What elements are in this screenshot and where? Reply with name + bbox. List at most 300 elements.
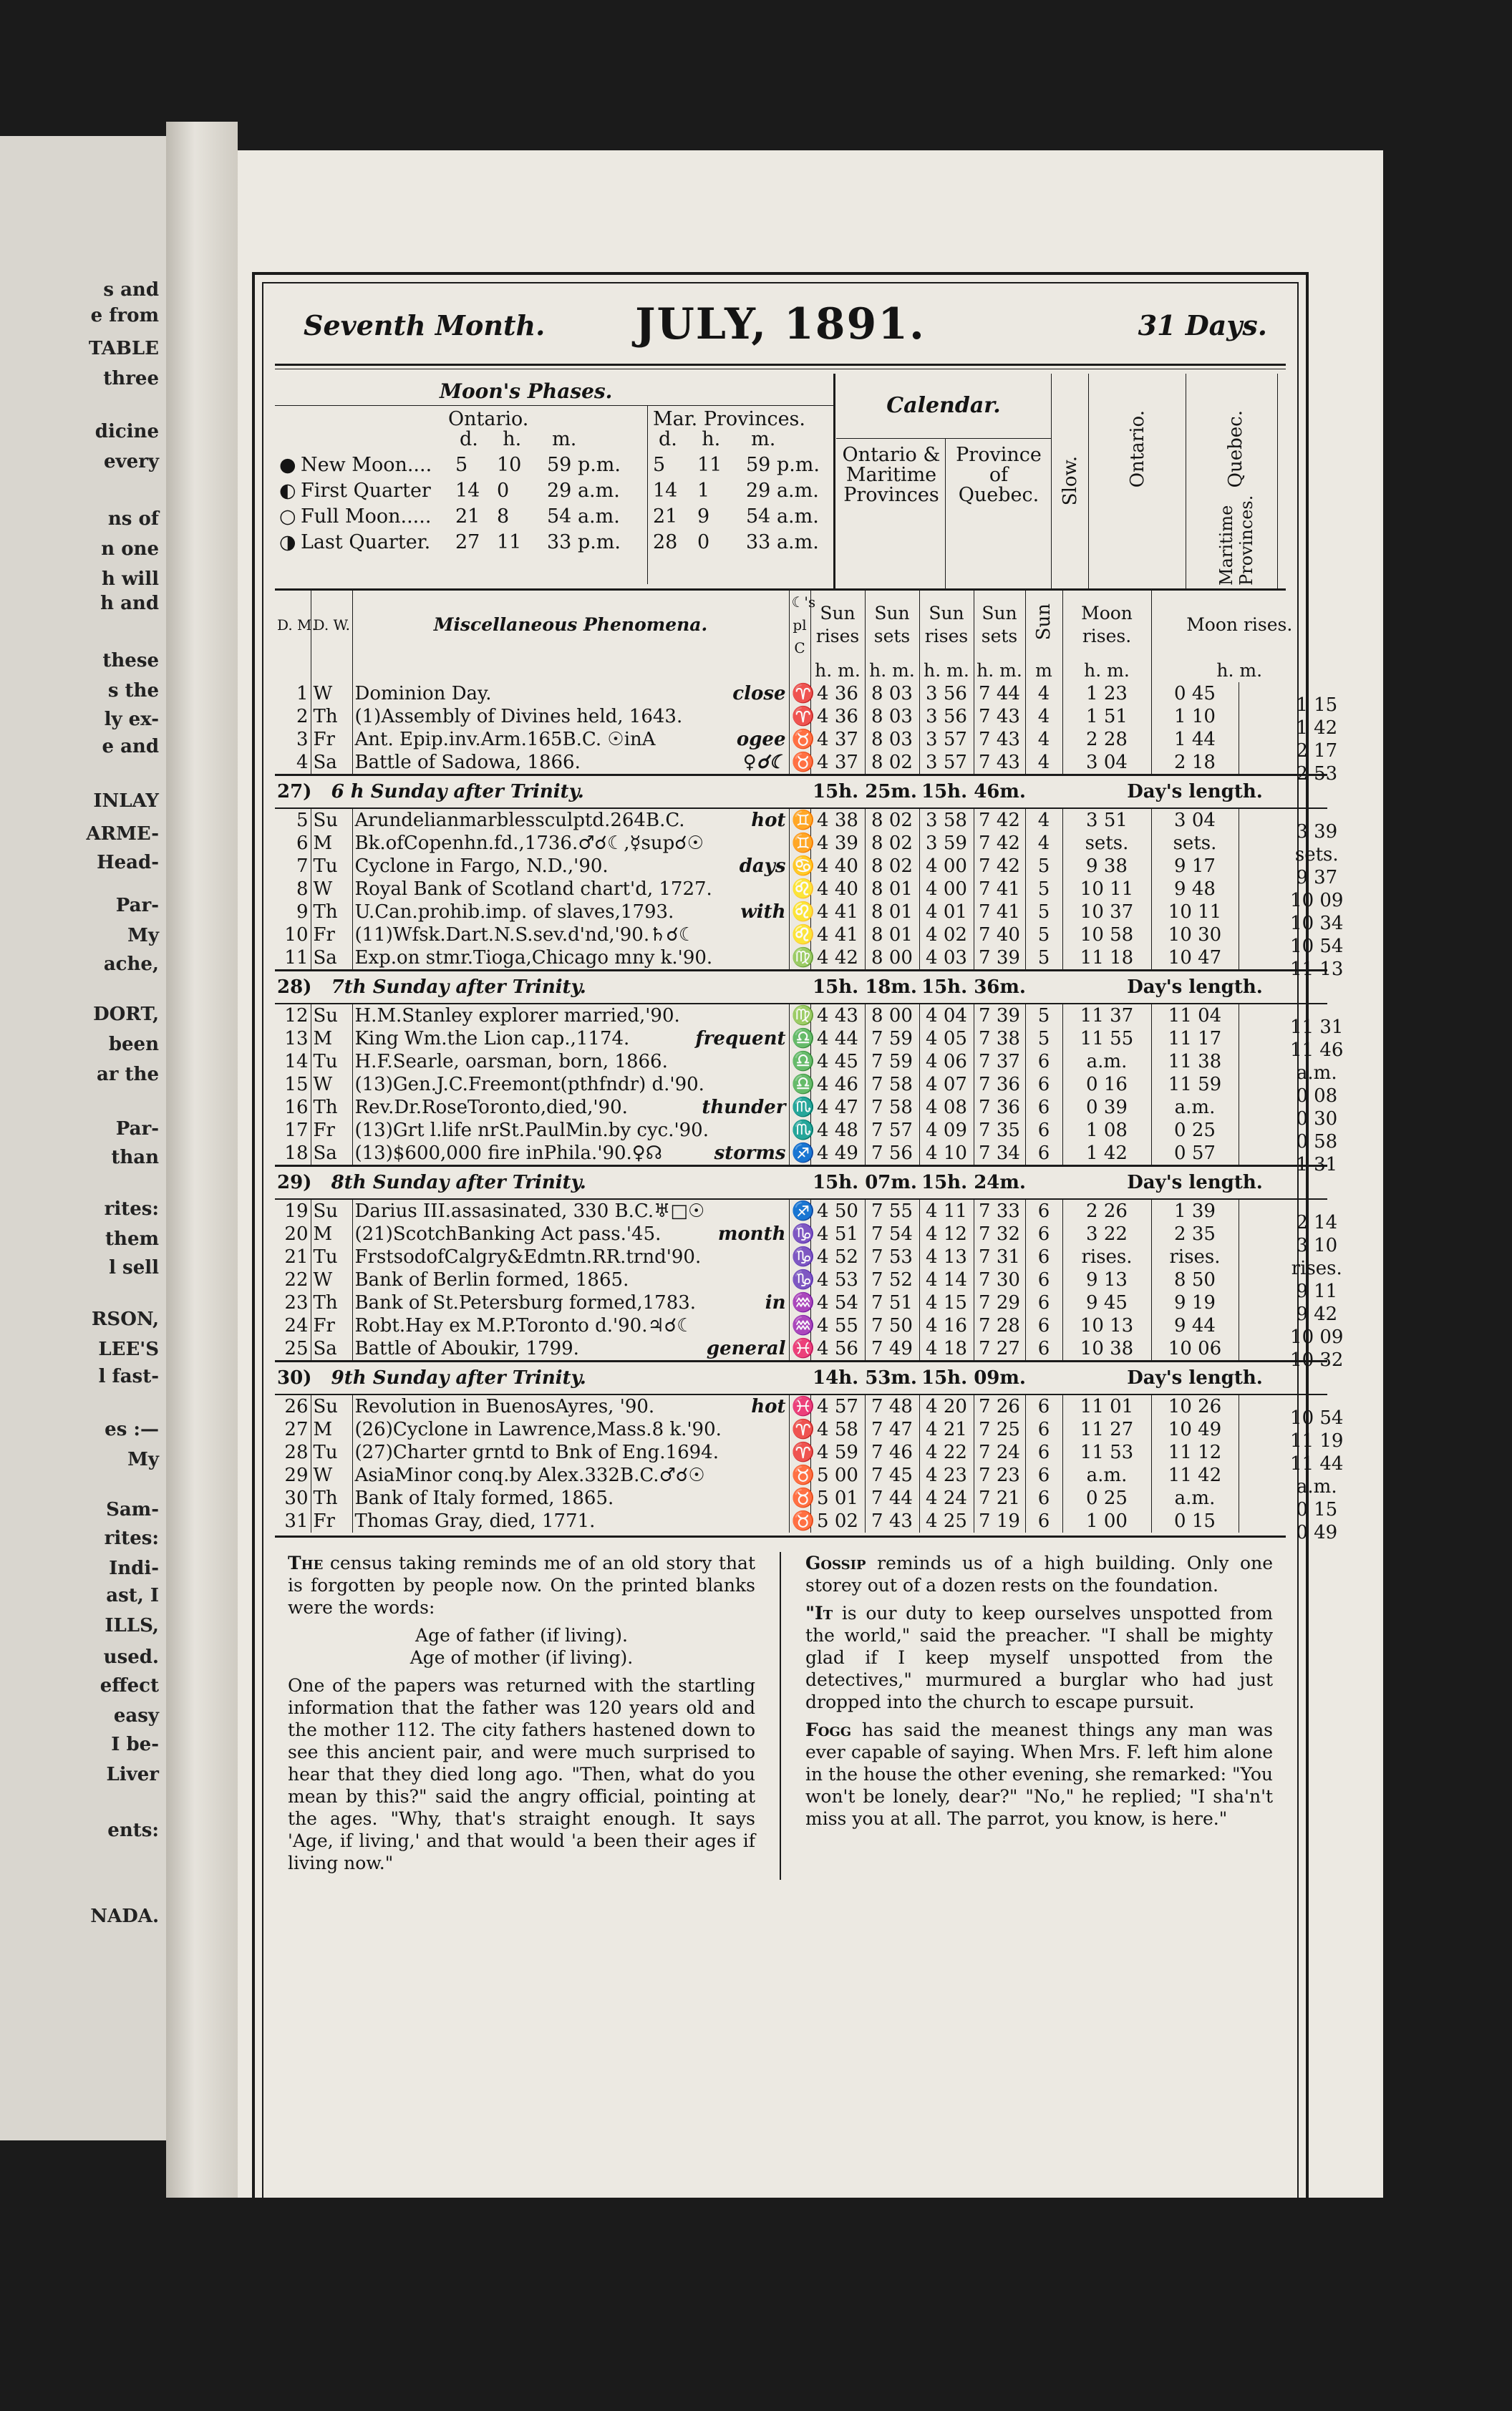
event-text: (27)Charter grntd to Bnk of Eng.1694. [354, 1442, 719, 1463]
maritime-col-label: Maritime Provinces. [1216, 495, 1256, 586]
day-of-week: Sa [311, 751, 352, 775]
sunrise-ontario: 4 43 [810, 1004, 865, 1027]
moonrise-maritime: 2 17 [1296, 740, 1338, 762]
sunrise-quebec: 4 09 [919, 1119, 974, 1142]
sun-slow: 5 [1025, 946, 1062, 971]
sunrise-quebec: 3 57 [919, 751, 974, 775]
moon-sign: ♐ [789, 1199, 810, 1223]
day-of-month: 22 [275, 1268, 311, 1291]
sun-slow: 6 [1025, 1119, 1062, 1142]
moon-sign: ♉ [789, 751, 810, 775]
moonrise-ontario: 11 18 [1062, 946, 1151, 971]
moonrise-quebec: 11 12 [1151, 1441, 1239, 1464]
left-page-text: TABLE [88, 338, 159, 359]
sunrise-ontario: 4 41 [810, 901, 865, 923]
sunrise-ontario: 4 57 [810, 1394, 865, 1418]
moonrise-ontario: 1 08 [1062, 1119, 1151, 1142]
sunset-quebec: 7 24 [974, 1441, 1025, 1464]
calendar-day-row [275, 1487, 1327, 1510]
sunrise-quebec: 3 59 [919, 832, 974, 855]
left-page-text: NADA. [90, 1906, 159, 1927]
sunrise-ontario: 4 37 [810, 728, 865, 751]
moon-sign: ♈ [789, 682, 810, 705]
anecdote-left [288, 1552, 755, 1880]
sunset-quebec: 7 37 [974, 1050, 1025, 1073]
sunset-quebec: 7 21 [974, 1487, 1025, 1510]
sunset-ontario: 7 56 [865, 1142, 919, 1166]
moonrise-ontario: 2 28 [1062, 728, 1151, 751]
phase-ont-day: 21 [455, 505, 480, 528]
weather-word: hot [751, 1396, 786, 1417]
sunset-ontario: 7 47 [865, 1418, 919, 1441]
sunset-ontario: 8 03 [865, 705, 919, 728]
day-length-label: Day's length. [1062, 1166, 1327, 1200]
unit-label: h. m. [865, 659, 919, 682]
moonrise-quebec: 10 47 [1151, 946, 1239, 971]
moonrise-maritime: 11 44 [1290, 1453, 1344, 1475]
left-page-text: n one [101, 538, 159, 560]
section-title: 8th Sunday after Trinity. [331, 1172, 586, 1193]
dw-header: D. W. [311, 591, 352, 659]
sunset-quebec: 7 36 [974, 1096, 1025, 1119]
calendar-day-row [275, 751, 1327, 775]
phase-ont-day: 5 [455, 454, 468, 476]
event-text: FrstsodofCalgry&Edmtn.RR.trnd'90. [354, 1246, 702, 1268]
sunrise-quebec: 4 02 [919, 923, 974, 946]
phase-ont-min: 33 p.m. [547, 531, 621, 553]
sunset-quebec: 7 41 [974, 878, 1025, 901]
anecdote-text: reminds us of a high building. Only one storey out of a dozen rests on the foundation. [805, 1553, 1273, 1596]
sunset-ontario: 7 53 [865, 1246, 919, 1268]
sun-slow: 5 [1025, 923, 1062, 946]
sunset-quebec: 7 43 [974, 705, 1025, 728]
moonrise-ontario: 9 13 [1062, 1268, 1151, 1291]
moonrise-maritime: 10 34 [1290, 913, 1344, 934]
left-page-text: ar the [96, 1064, 159, 1085]
anecdote-lead: "It [805, 1603, 833, 1624]
day-of-week: Fr [311, 728, 352, 751]
moon-sign: ♌ [789, 878, 810, 901]
sunset-ontario: 7 49 [865, 1337, 919, 1362]
sunset-ontario: 7 45 [865, 1464, 919, 1487]
moon-sign: ♓ [789, 1394, 810, 1418]
day-length-quebec: 15h. 24m. [919, 1166, 1025, 1200]
sunrise-quebec: 4 13 [919, 1246, 974, 1268]
sunrise-ontario: 4 46 [810, 1073, 865, 1096]
moonrise-quebec: 10 06 [1151, 1337, 1239, 1362]
calendar-day-row [275, 923, 1327, 946]
sunrise-ontario: 4 36 [810, 705, 865, 728]
moon-sign: ♒ [789, 1291, 810, 1314]
sunset-ontario: 7 52 [865, 1268, 919, 1291]
event-text: AsiaMinor conq.by Alex.332B.C.♂☌☉ [354, 1465, 705, 1486]
calendar-day-row [275, 1246, 1327, 1268]
event-text: Bank of Berlin formed, 1865. [354, 1269, 629, 1291]
sun-slow: 6 [1025, 1394, 1062, 1418]
sunset-ontario: 7 59 [865, 1027, 919, 1050]
event-text: Revolution in BuenosAyres, '90. [354, 1396, 655, 1417]
anecdote-text: census taking reminds me of an old story that is forgotten by people now. On the printed blanks were the words: [288, 1553, 755, 1618]
moonrise-ontario: 11 01 [1062, 1394, 1151, 1418]
left-page-text: l fast- [98, 1366, 159, 1387]
sunset-quebec: 7 35 [974, 1119, 1025, 1142]
sunrise-ontario: 4 48 [810, 1119, 865, 1142]
day-length-label: Day's length. [1062, 971, 1327, 1004]
slow-label: Slow. [1060, 456, 1081, 506]
moonrise-maritime: 10 54 [1290, 936, 1344, 957]
left-page-text: Indi- [109, 1558, 159, 1579]
calendar-day-row [275, 946, 1327, 971]
left-page-text: rites: [104, 1198, 159, 1220]
day-of-month: 9 [275, 901, 311, 923]
quebec-col-label: Quebec. [1225, 409, 1246, 488]
moon-sign: ♈ [789, 1441, 810, 1464]
moon-sign: ♍ [789, 946, 810, 971]
moonrise-quebec: 9 48 [1151, 878, 1239, 901]
moonrise-ontario: 10 13 [1062, 1314, 1151, 1337]
event-text: Bank of St.Petersburg formed,1783. [354, 1292, 697, 1314]
day-of-week: Fr [311, 923, 352, 946]
event-text: Robt.Hay ex M.P.Toronto d.'90.♃☌☾ [354, 1315, 694, 1337]
sun-slow: 4 [1025, 832, 1062, 855]
left-page-text: ast, I [106, 1585, 159, 1606]
day-of-week: Sa [311, 1142, 352, 1166]
day-of-week: M [311, 1418, 352, 1441]
phase-mar-min: 59 p.m. [746, 454, 820, 476]
moon-sign: ♏ [789, 1119, 810, 1142]
sun-slow: 6 [1025, 1223, 1062, 1246]
sun-slow: 6 [1025, 1142, 1062, 1166]
sunrise-ontario: 4 53 [810, 1268, 865, 1291]
left-page-text: Par- [115, 895, 159, 916]
moon-phase-icon: ◐ [279, 480, 296, 502]
event-text: (13)Gen.J.C.Freemont(pthfndr) d.'90. [354, 1074, 704, 1095]
calendar-day-row [275, 1291, 1327, 1314]
calendar-day-row [275, 1314, 1327, 1337]
left-page-text: l sell [109, 1257, 159, 1279]
sunset-ontario: 8 02 [865, 832, 919, 855]
anecdote-text: One of the papers was returned with the startling information that the father was 120 years old and the mother 112. The city fathers hastened down to see this ancient pair, and were much surprised to hear that they died long ago. "Then, what do you mean by this?" said the angry official, pointing at the ages. "Why, that's straight enough. It says 'Age, if living,' and that would 'a been their ages if living now." [288, 1675, 755, 1873]
sunrise-quebec: 3 57 [919, 728, 974, 751]
day-of-month: 27 [275, 1418, 311, 1441]
day-of-month: 29 [275, 1464, 311, 1487]
sunset-ontario: 7 51 [865, 1291, 919, 1314]
event-text: Ant. Epip.inv.Arm.165B.C. ☉inA [354, 729, 656, 750]
moonrise-quebec: 0 45 [1151, 682, 1239, 705]
day-length-ontario: 15h. 07m. [810, 1166, 919, 1200]
sunset-quebec: 7 27 [974, 1337, 1025, 1362]
calendar-day-row [275, 1441, 1327, 1464]
moonrise-ontario: 0 25 [1062, 1487, 1151, 1510]
weather-word: month [717, 1223, 786, 1245]
moonrise-maritime: 9 37 [1296, 867, 1338, 888]
day-of-week: Th [311, 1291, 352, 1314]
sunrise-ontario: 5 02 [810, 1510, 865, 1533]
moon-sign: ♊ [789, 808, 810, 832]
moonrise-quebec: 10 30 [1151, 923, 1239, 946]
sunset-ontario: 7 50 [865, 1314, 919, 1337]
left-page-text: effect [100, 1675, 159, 1697]
sunset-quebec: 7 43 [974, 728, 1025, 751]
left-page-text: h and [100, 593, 159, 614]
moonrise-maritime: 0 15 [1296, 1499, 1338, 1520]
sunrise-quebec: 4 03 [919, 946, 974, 971]
ontario-maritime-label: Ontario & Maritime Provinces [842, 444, 941, 506]
moon-sign: ♌ [789, 901, 810, 923]
anecdote-text: has said the meanest things any man was ever capable of saying. When Mrs. F. left him alone in the house the other evening, she remarked: "You won't be lonely, dear?" "No," he replied; "I sha'n't miss you at all. The parrot, you know, is here." [805, 1719, 1273, 1829]
sunrise-quebec: 3 58 [919, 808, 974, 832]
weather-word: days [739, 855, 786, 877]
day-of-week: Sa [311, 1337, 352, 1362]
day-of-week: Th [311, 1487, 352, 1510]
ontario-label: Ontario. [448, 408, 529, 430]
left-page-text: dicine [94, 421, 159, 442]
phase-mar-hour: 1 [697, 480, 710, 502]
phenomena-header: Miscellaneous Phenomena. [433, 614, 708, 635]
sunset-ontario: 8 02 [865, 855, 919, 878]
phase-name: New Moon.... [301, 454, 432, 476]
moonrise-ontario: 3 04 [1062, 751, 1151, 775]
sunrise-quebec: 4 00 [919, 855, 974, 878]
event-text: H.F.Searle, oarsman, born, 1866. [354, 1051, 668, 1072]
sun-slow: 4 [1025, 705, 1062, 728]
moonrise-maritime: 1 31 [1296, 1154, 1338, 1175]
sunset-quebec: 7 40 [974, 923, 1025, 946]
day-of-month: 18 [275, 1142, 311, 1166]
sun-slow: 4 [1025, 682, 1062, 705]
phase-ont-hour: 10 [497, 454, 522, 476]
sun-slow: 6 [1025, 1314, 1062, 1337]
calendar-day-row [275, 1142, 1327, 1166]
sunset-quebec: 7 32 [974, 1223, 1025, 1246]
day-of-week: W [311, 682, 352, 705]
column-header-row [275, 591, 1327, 659]
sunset-quebec: 7 44 [974, 682, 1025, 705]
moonrise-ontario: 3 51 [1062, 808, 1151, 832]
day-of-month: 26 [275, 1394, 311, 1418]
moonrise-maritime: 9 11 [1296, 1281, 1338, 1302]
calendar-day-row [275, 705, 1327, 728]
sunrise-ontario: 4 40 [810, 878, 865, 901]
sunrise-quebec: 4 14 [919, 1268, 974, 1291]
title-rule [275, 364, 1286, 369]
weather-word: storms [714, 1143, 786, 1164]
sunrise-quebec: 4 25 [919, 1510, 974, 1533]
sun-slow: 5 [1025, 1027, 1062, 1050]
sunset-quebec: 7 28 [974, 1314, 1025, 1337]
phase-mar-min: 29 a.m. [746, 480, 819, 502]
sunset-quebec: 7 38 [974, 1027, 1025, 1050]
moonrise-quebec: 11 04 [1151, 1004, 1239, 1027]
phase-ont-min: 54 a.m. [547, 505, 620, 528]
sunrise-ontario: 5 00 [810, 1464, 865, 1487]
event-text: King Wm.the Lion cap.,1174. [354, 1028, 630, 1049]
sunset-ontario: 7 43 [865, 1510, 919, 1533]
sunrise-ontario: 4 52 [810, 1246, 865, 1268]
sunrise-quebec: 4 20 [919, 1394, 974, 1418]
left-page-text: these [102, 650, 159, 671]
phase-mar-hour: 0 [697, 531, 710, 553]
moonrise-maritime: 10 09 [1290, 890, 1344, 911]
sun-rises-header-1: Sun rises [810, 591, 865, 659]
moonrise-maritime: a.m. [1296, 1062, 1337, 1084]
day-of-week: Fr [311, 1119, 352, 1142]
moonrise-ontario: 0 39 [1062, 1096, 1151, 1119]
sunset-ontario: 8 02 [865, 751, 919, 775]
day-of-month: 24 [275, 1314, 311, 1337]
sun-slow: 6 [1025, 1199, 1062, 1223]
day-of-week: M [311, 1027, 352, 1050]
moonrise-quebec: a.m. [1151, 1096, 1239, 1119]
sunset-quebec: 7 42 [974, 808, 1025, 832]
day-length-quebec: 15h. 09m. [919, 1362, 1025, 1395]
event-text: (26)Cyclone in Lawrence,Mass.8 k.'90. [354, 1419, 722, 1440]
sun-slow: 4 [1025, 728, 1062, 751]
moonrise-quebec: 9 19 [1151, 1291, 1239, 1314]
day-length-quebec: 15h. 46m. [919, 775, 1025, 809]
unit-label: h. m. [810, 659, 865, 682]
sunrise-ontario: 4 59 [810, 1441, 865, 1464]
sunset-ontario: 7 48 [865, 1394, 919, 1418]
book-gutter [166, 122, 238, 2198]
left-page-text: My [127, 925, 159, 946]
calendar-day-row [275, 1510, 1327, 1533]
left-page-text: DORT, [93, 1004, 159, 1025]
moon-phases-block [275, 374, 1286, 591]
left-page-text: I be- [111, 1734, 159, 1755]
sun-slow: 6 [1025, 1418, 1062, 1441]
day-of-month: 12 [275, 1004, 311, 1027]
sunset-quebec: 7 31 [974, 1246, 1025, 1268]
calendar-day-row [275, 1464, 1327, 1487]
event-text: (1)Assembly of Divines held, 1643. [354, 706, 683, 727]
moon-sign: ♋ [789, 855, 810, 878]
sunset-quebec: 7 36 [974, 1073, 1025, 1096]
moonrise-ontario: 3 22 [1062, 1223, 1151, 1246]
sunrise-quebec: 4 18 [919, 1337, 974, 1362]
left-page-text: been [108, 1034, 159, 1055]
day-of-week: M [311, 1223, 352, 1246]
sunrise-quebec: 4 22 [919, 1441, 974, 1464]
section-number: 28) [277, 976, 312, 998]
left-page-text: ILLS, [105, 1615, 159, 1636]
moonrise-maritime: 10 54 [1290, 1407, 1344, 1429]
phase-ont-min: 29 a.m. [547, 480, 620, 502]
phase-name: Full Moon..... [301, 505, 432, 528]
sunrise-quebec: 3 56 [919, 705, 974, 728]
event-text: Bk.ofCopenhn.fd.,1736.♂☌☾,☿sup☌☉ [354, 833, 704, 854]
sunset-quebec: 7 25 [974, 1418, 1025, 1441]
day-of-month: 1 [275, 682, 311, 705]
sunday-section-row [275, 1362, 1327, 1395]
event-text: Royal Bank of Scotland chart'd, 1727. [354, 878, 712, 900]
day-of-week: Th [311, 1096, 352, 1119]
sunset-quebec: 7 39 [974, 1004, 1025, 1027]
moonrise-maritime: 3 39 [1296, 821, 1338, 843]
left-page-text: ns of [107, 508, 159, 530]
moonrise-maritime: 1 42 [1296, 717, 1338, 739]
phase-mar-day: 14 [653, 480, 678, 502]
sun-sets-header-2: Sun sets [974, 591, 1025, 659]
weather-word: ♀☌☾ [742, 752, 786, 773]
dm-header: D. M. [275, 591, 311, 659]
moon-sign: ♒ [789, 1314, 810, 1337]
left-page-text: three [103, 368, 159, 389]
day-length-ontario: 15h. 18m. [810, 971, 919, 1004]
calendar-day-row [275, 1027, 1327, 1050]
calendar-day-row [275, 1096, 1327, 1119]
left-page-text: s and [103, 279, 159, 301]
sunset-ontario: 7 46 [865, 1441, 919, 1464]
sunrise-quebec: 4 01 [919, 901, 974, 923]
left-page-text: e and [102, 736, 159, 757]
day-of-month: 3 [275, 728, 311, 751]
sunset-ontario: 7 44 [865, 1487, 919, 1510]
left-page-text: Sam- [106, 1499, 159, 1520]
sun-slow: 6 [1025, 1337, 1062, 1362]
left-page-text: Liver [106, 1764, 159, 1785]
calendar-day-row [275, 1337, 1327, 1362]
event-text: Exp.on stmr.Tioga,Chicago mny k.'90. [354, 947, 713, 969]
weather-word: in [765, 1292, 786, 1314]
weather-word: frequent [695, 1028, 786, 1049]
anecdotes [275, 1538, 1286, 1880]
moonrise-quebec: 1 10 [1151, 705, 1239, 728]
anecdote-lead: Gossip [805, 1553, 866, 1573]
sunrise-quebec: 4 04 [919, 1004, 974, 1027]
event-text: Thomas Gray, died, 1771. [354, 1510, 596, 1532]
day-of-week: Su [311, 1199, 352, 1223]
sun-slow: 6 [1025, 1487, 1062, 1510]
left-page-text: es :— [105, 1419, 159, 1440]
sunrise-ontario: 4 40 [810, 855, 865, 878]
moonrise-maritime: 0 58 [1296, 1131, 1338, 1153]
moonrise-ontario: a.m. [1062, 1050, 1151, 1073]
sunrise-ontario: 4 38 [810, 808, 865, 832]
moonrise-quebec: 11 38 [1151, 1050, 1239, 1073]
anecdote-right [805, 1552, 1273, 1880]
calendar-day-row [275, 682, 1327, 705]
event-text: Rev.Dr.RoseToronto,died,'90. [354, 1097, 628, 1118]
moon-phase-icon: ○ [279, 505, 296, 528]
phase-mar-day: 5 [653, 454, 666, 476]
phase-mar-day: 21 [653, 505, 678, 528]
sunset-ontario: 7 54 [865, 1223, 919, 1246]
anecdote-text: is our duty to keep ourselves unspotted from the world," said the preacher. "I shall be mighty glad if I keep myself unspotted from the detectives," murmured a burglar who had just dropped into the church to escape pursuit. [805, 1603, 1273, 1712]
sunset-quebec: 7 41 [974, 901, 1025, 923]
day-of-month: 10 [275, 923, 311, 946]
weather-word: thunder [702, 1097, 786, 1118]
anecdote-lead: Fogg [805, 1719, 852, 1740]
sunset-ontario: 8 02 [865, 808, 919, 832]
day-of-month: 2 [275, 705, 311, 728]
moonrise-quebec: 9 44 [1151, 1314, 1239, 1337]
left-page-text: LEE'S [98, 1339, 159, 1360]
event-text: Battle of Aboukir, 1799. [354, 1338, 579, 1359]
anecdote-line: Age of father (if living). [415, 1625, 628, 1646]
sunrise-quebec: 4 11 [919, 1199, 974, 1223]
sunset-ontario: 8 03 [865, 682, 919, 705]
moonrise-maritime: rises. [1291, 1258, 1342, 1279]
sun-slow: 4 [1025, 808, 1062, 832]
sun-slow: 5 [1025, 878, 1062, 901]
sunrise-ontario: 4 41 [810, 923, 865, 946]
day-length-label: Day's length. [1062, 1362, 1327, 1395]
moonrise-quebec: 10 49 [1151, 1418, 1239, 1441]
moonrise-quebec: 11 42 [1151, 1464, 1239, 1487]
sunrise-ontario: 4 47 [810, 1096, 865, 1119]
left-page-text: INLAY [93, 790, 159, 812]
